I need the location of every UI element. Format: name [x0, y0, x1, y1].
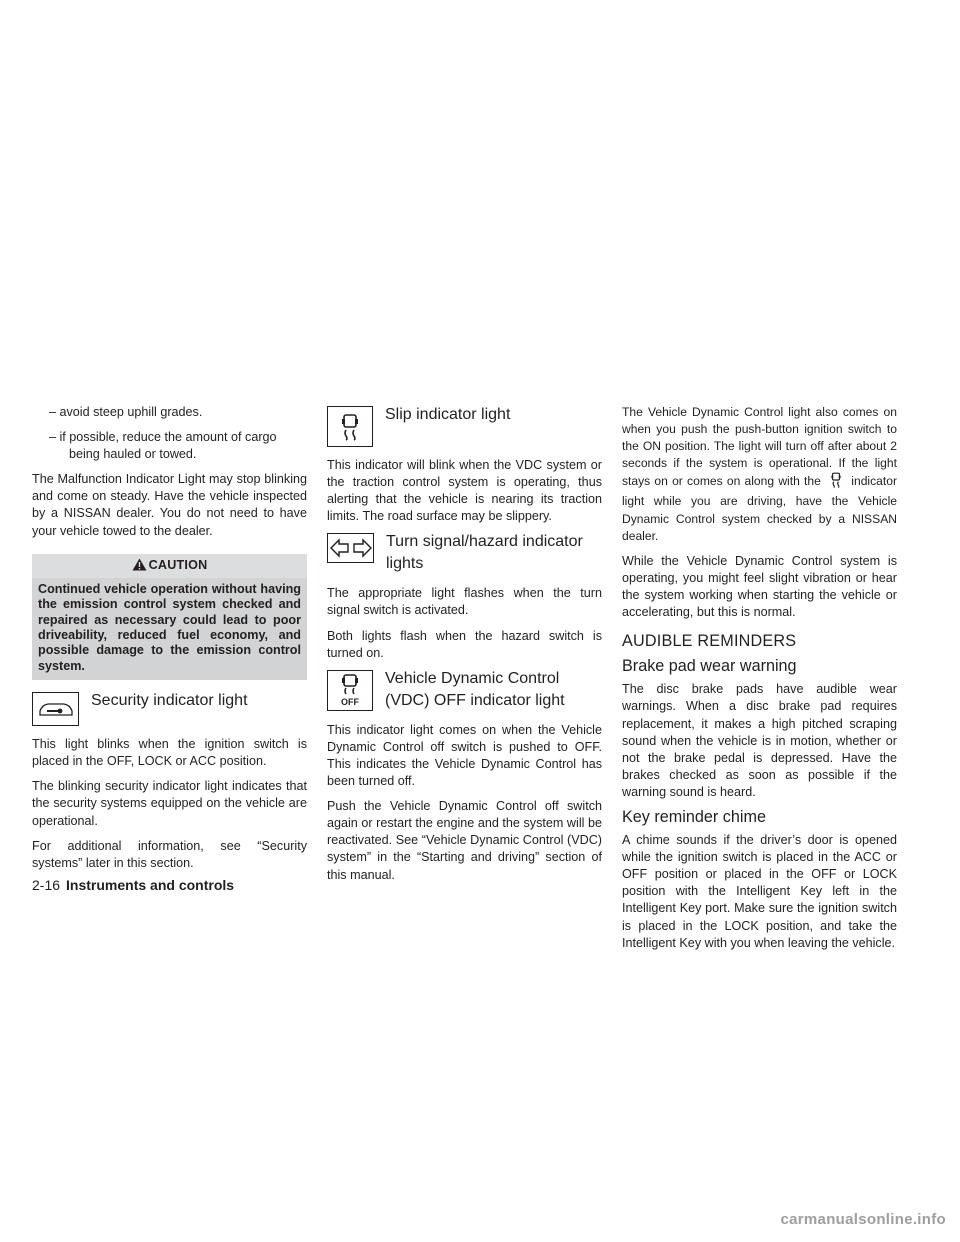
list-item-text: – if possible, reduce the amount of cargo: [49, 430, 277, 445]
caution-header: [32, 554, 307, 578]
paragraph: For additional information, see “Security systems” later in this section.: [32, 838, 307, 870]
list-item: [32, 429, 307, 463]
page-number: 2-16: [32, 877, 61, 893]
slip-indicator-inline-icon: [829, 472, 843, 493]
paragraph: A chime sounds if the driver’s door is opened while the ignition switch is placed in the ACC or OFF position or placed in the OFF or LOCK position with the Intelligent Key left in the Intelligent Key port. Make sure the ignition switch is placed in the LOCK position, and take the Intelligent Key with you when leaving the vehicle.: [622, 833, 897, 950]
column-left: [32, 404, 307, 880]
paragraph: This indicator light comes on when the Vehicle Dynamic Control off switch is pushed to OFF. This indicates the Vehicle Dynamic Control has been turned off.: [327, 722, 602, 789]
vdc-off-indicator-icon: [327, 670, 373, 711]
vdc-off-icon-label: OFF: [341, 697, 359, 708]
security-indicator-icon: [32, 692, 79, 726]
section-name: Instruments and controls: [66, 877, 235, 893]
watermark: carmanualsonline.info: [780, 1211, 946, 1228]
turn-signal-heading: [327, 533, 602, 575]
section-heading-audible-reminders: AUDIBLE REMINDERS: [622, 632, 797, 651]
paragraph: Both lights flash when the hazard switch is turned on.: [327, 628, 602, 660]
vdc-off-title: Vehicle Dynamic Control (VDC) OFF indicator light: [385, 669, 565, 709]
turn-signal-icon: [327, 533, 374, 563]
heading-key-reminder: Key reminder chime: [622, 807, 766, 826]
security-title: Security indicator light: [91, 692, 248, 710]
heading-brake-pad-wear: Brake pad wear warning: [622, 657, 797, 676]
paragraph: This light blinks when the ignition switch is placed in the OFF, LOCK or ACC position.: [32, 737, 307, 769]
paragraph: The blinking security indicator light indicates that the security systems equipped on the vehicle are operational.: [32, 779, 307, 828]
paragraph-text: The Vehicle Dynamic Control light also comes on when you push the push-button ignition switch to the ON position. The light will turn off after about 2 seconds if the system is operational. If the light stays on or comes on along with the: [622, 405, 897, 489]
column-middle: [327, 404, 602, 892]
paragraph-text: indicator light while you are driving, have the Vehicle Dynamic Control system checked by a NISSAN dealer.: [622, 474, 897, 543]
paragraph: This indicator will blink when the VDC system or the traction control system is operating, thus alerting that the vehicle is nearing its traction limits. The road surface may be slippery.: [327, 458, 602, 524]
caution-text: Continued vehicle operation without having the emission control system checked and repaired as necessary could lead to poor driveability, reduced fuel economy, and possible damage to the emission control system.: [38, 581, 301, 673]
column-right: [622, 404, 897, 960]
page-footer: [32, 877, 234, 893]
paragraph: The disc brake pads have audible wear warnings. When a disc brake pad requires replacement, it makes a high pitched scraping sound when the vehicle is in motion, whether or not the brake pedal is depressed. Have the brakes checked as soon as possible if the warning sound is heard.: [622, 682, 897, 799]
paragraph: [622, 404, 897, 545]
warning-triangle-icon: [132, 558, 147, 576]
turn-signal-title: Turn signal/hazard indicator lights: [386, 533, 583, 573]
caution-box: [32, 554, 307, 681]
caution-title: CAUTION: [148, 557, 208, 572]
paragraph: Push the Vehicle Dynamic Control off switch again or restart the engine and the system will be reactivated. See “Vehicle Dynamic Control (VDC) system” in the “Starting and driving” section of this manual.: [327, 799, 602, 882]
vdc-off-heading: [327, 670, 602, 712]
paragraph: While the Vehicle Dynamic Control system is operating, you might feel slight vibration or hear the system working when starting the vehicle or accelerating, but this is normal.: [622, 553, 897, 620]
paragraph: The Malfunction Indicator Light may stop blinking and come on steady. Have the vehicle inspected by a NISSAN dealer. You do not need to have your vehicle towed to the dealer.: [32, 472, 307, 538]
paragraph: The appropriate light flashes when the turn signal switch is activated.: [327, 586, 602, 618]
slip-indicator-icon: [327, 406, 373, 447]
slip-title: Slip indicator light: [385, 406, 511, 423]
list-item-continuation: being hauled or towed.: [69, 447, 197, 462]
security-heading: [32, 692, 307, 726]
list-item: – avoid steep uphill grades.: [49, 405, 203, 419]
slip-heading: [327, 406, 602, 447]
